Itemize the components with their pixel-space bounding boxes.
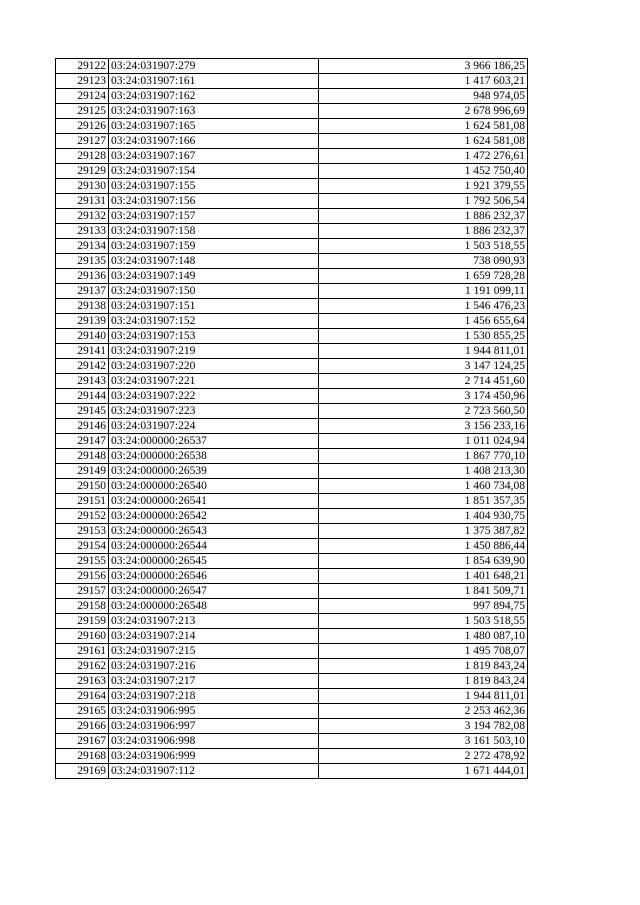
cadastral-value-cell: 1 944 811,01 <box>319 344 528 359</box>
cadastral-value-cell: 1 819 843,24 <box>319 674 528 689</box>
row-number-cell: 29157 <box>56 584 109 599</box>
row-number-cell: 29149 <box>56 464 109 479</box>
table-row <box>56 599 528 614</box>
row-number-cell: 29152 <box>56 509 109 524</box>
cadastral-number-cell: 03:24:031907:163 <box>109 104 319 119</box>
row-number-cell: 29165 <box>56 704 109 719</box>
row-number-cell: 29128 <box>56 149 109 164</box>
cadastral-number-cell: 03:24:031906:999 <box>109 749 319 764</box>
table-row <box>56 569 528 584</box>
row-number-cell: 29153 <box>56 524 109 539</box>
row-number-cell: 29127 <box>56 134 109 149</box>
table-row <box>56 269 528 284</box>
cadastral-number-cell: 03:24:031907:149 <box>109 269 319 284</box>
table-row <box>56 314 528 329</box>
cadastral-number-cell: 03:24:031906:998 <box>109 734 319 749</box>
row-number-cell: 29162 <box>56 659 109 674</box>
row-number-cell: 29163 <box>56 674 109 689</box>
row-number-cell: 29161 <box>56 644 109 659</box>
cadastral-value-cell: 1 503 518,55 <box>319 614 528 629</box>
cadastral-number-cell: 03:24:031907:161 <box>109 74 319 89</box>
row-number-cell: 29139 <box>56 314 109 329</box>
cadastral-value-cell: 1 546 476,23 <box>319 299 528 314</box>
cadastral-value-cell: 1 819 843,24 <box>319 659 528 674</box>
cadastral-number-cell: 03:24:000000:26544 <box>109 539 319 554</box>
row-number-cell: 29123 <box>56 74 109 89</box>
cadastral-number-cell: 03:24:000000:26547 <box>109 584 319 599</box>
cadastral-value-cell: 1 851 357,35 <box>319 494 528 509</box>
row-number-cell: 29131 <box>56 194 109 209</box>
cadastral-number-cell: 03:24:031907:221 <box>109 374 319 389</box>
cadastral-number-cell: 03:24:031907:224 <box>109 419 319 434</box>
cadastral-value-cell: 1 404 930,75 <box>319 509 528 524</box>
cadastral-value-cell: 2 714 451,60 <box>319 374 528 389</box>
table-body <box>56 59 528 779</box>
cadastral-value-cell: 1 450 886,44 <box>319 539 528 554</box>
table-row <box>56 374 528 389</box>
cadastral-value-cell: 2 723 560,50 <box>319 404 528 419</box>
cadastral-number-cell: 03:24:031907:166 <box>109 134 319 149</box>
cadastral-value-cell: 1 530 855,25 <box>319 329 528 344</box>
table-row <box>56 704 528 719</box>
cadastral-value-cell: 1 011 024,94 <box>319 434 528 449</box>
table-row <box>56 644 528 659</box>
row-number-cell: 29141 <box>56 344 109 359</box>
cadastral-number-cell: 03:24:031907:215 <box>109 644 319 659</box>
cadastral-number-cell: 03:24:031907:279 <box>109 59 319 74</box>
cadastral-number-cell: 03:24:031907:216 <box>109 659 319 674</box>
cadastral-value-cell: 1 671 444,01 <box>319 764 528 779</box>
cadastral-number-cell: 03:24:031907:153 <box>109 329 319 344</box>
row-number-cell: 29132 <box>56 209 109 224</box>
row-number-cell: 29126 <box>56 119 109 134</box>
cadastral-value-cell: 738 090,93 <box>319 254 528 269</box>
cadastral-value-cell: 1 495 708,07 <box>319 644 528 659</box>
cadastral-value-cell: 1 480 087,10 <box>319 629 528 644</box>
row-number-cell: 29159 <box>56 614 109 629</box>
cadastral-number-cell: 03:24:000000:26537 <box>109 434 319 449</box>
row-number-cell: 29142 <box>56 359 109 374</box>
cadastral-number-cell: 03:24:031907:222 <box>109 389 319 404</box>
cadastral-value-cell: 2 678 996,69 <box>319 104 528 119</box>
cadastral-value-cell: 1 417 603,21 <box>319 74 528 89</box>
table-row <box>56 479 528 494</box>
cadastral-value-cell: 3 161 503,10 <box>319 734 528 749</box>
table-row <box>56 134 528 149</box>
cadastral-value-cell: 3 174 450,96 <box>319 389 528 404</box>
cadastral-value-cell: 1 460 734,08 <box>319 479 528 494</box>
cadastral-value-cell: 1 456 655,64 <box>319 314 528 329</box>
cadastral-value-cell: 1 408 213,30 <box>319 464 528 479</box>
table-row <box>56 764 528 779</box>
cadastral-number-cell: 03:24:031907:214 <box>109 629 319 644</box>
table-row <box>56 719 528 734</box>
cadastral-value-cell: 1 191 099,11 <box>319 284 528 299</box>
table-row <box>56 344 528 359</box>
table-row <box>56 254 528 269</box>
table-row <box>56 734 528 749</box>
table-row <box>56 509 528 524</box>
table-row <box>56 299 528 314</box>
table-row <box>56 179 528 194</box>
cadastral-number-cell: 03:24:031907:152 <box>109 314 319 329</box>
row-number-cell: 29144 <box>56 389 109 404</box>
cadastral-number-cell: 03:24:031907:213 <box>109 614 319 629</box>
cadastral-number-cell: 03:24:000000:26543 <box>109 524 319 539</box>
table-row <box>56 74 528 89</box>
cadastral-value-cell: 997 894,75 <box>319 599 528 614</box>
cadastral-value-cell: 1 375 387,82 <box>319 524 528 539</box>
table-row <box>56 59 528 74</box>
cadastral-number-cell: 03:24:031907:223 <box>109 404 319 419</box>
table-row <box>56 119 528 134</box>
table-row <box>56 194 528 209</box>
row-number-cell: 29143 <box>56 374 109 389</box>
table-row <box>56 494 528 509</box>
row-number-cell: 29146 <box>56 419 109 434</box>
table-row <box>56 104 528 119</box>
table-row <box>56 689 528 704</box>
row-number-cell: 29148 <box>56 449 109 464</box>
table-row <box>56 149 528 164</box>
cadastral-value-cell: 1 624 581,08 <box>319 134 528 149</box>
cadastral-value-cell: 1 921 379,55 <box>319 179 528 194</box>
table-row <box>56 284 528 299</box>
table-row <box>56 164 528 179</box>
cadastral-number-cell: 03:24:000000:26541 <box>109 494 319 509</box>
cadastral-number-cell: 03:24:031907:154 <box>109 164 319 179</box>
cadastral-value-cell: 2 253 462,36 <box>319 704 528 719</box>
table-row <box>56 239 528 254</box>
cadastral-value-cell: 1 944 811,01 <box>319 689 528 704</box>
row-number-cell: 29137 <box>56 284 109 299</box>
cadastral-number-cell: 03:24:031907:156 <box>109 194 319 209</box>
cadastral-value-cell: 1 886 232,37 <box>319 209 528 224</box>
row-number-cell: 29130 <box>56 179 109 194</box>
table-row <box>56 224 528 239</box>
table-row <box>56 389 528 404</box>
cadastral-number-cell: 03:24:000000:26538 <box>109 449 319 464</box>
cadastral-value-cell: 1 792 506,54 <box>319 194 528 209</box>
row-number-cell: 29150 <box>56 479 109 494</box>
cadastral-number-cell: 03:24:031907:155 <box>109 179 319 194</box>
cadastral-value-cell: 3 194 782,08 <box>319 719 528 734</box>
row-number-cell: 29164 <box>56 689 109 704</box>
cadastral-value-cell: 1 659 728,28 <box>319 269 528 284</box>
cadastral-number-cell: 03:24:000000:26542 <box>109 509 319 524</box>
cadastral-value-cell: 1 503 518,55 <box>319 239 528 254</box>
table-row <box>56 434 528 449</box>
row-number-cell: 29147 <box>56 434 109 449</box>
cadastral-value-cell: 1 452 750,40 <box>319 164 528 179</box>
row-number-cell: 29154 <box>56 539 109 554</box>
row-number-cell: 29125 <box>56 104 109 119</box>
cadastral-value-cell: 1 886 232,37 <box>319 224 528 239</box>
table-row <box>56 749 528 764</box>
cadastral-value-cell: 1 401 648,21 <box>319 569 528 584</box>
table-row <box>56 659 528 674</box>
row-number-cell: 29166 <box>56 719 109 734</box>
row-number-cell: 29135 <box>56 254 109 269</box>
cadastral-value-cell: 3 156 233,16 <box>319 419 528 434</box>
table-row <box>56 629 528 644</box>
cadastral-number-cell: 03:24:031907:158 <box>109 224 319 239</box>
row-number-cell: 29138 <box>56 299 109 314</box>
cadastral-number-cell: 03:24:031907:148 <box>109 254 319 269</box>
table-row <box>56 329 528 344</box>
table-row <box>56 209 528 224</box>
cadastral-number-cell: 03:24:031907:217 <box>109 674 319 689</box>
cadastral-number-cell: 03:24:031907:165 <box>109 119 319 134</box>
cadastral-value-cell: 3 147 124,25 <box>319 359 528 374</box>
table-row <box>56 584 528 599</box>
row-number-cell: 29140 <box>56 329 109 344</box>
row-number-cell: 29156 <box>56 569 109 584</box>
cadastral-number-cell: 03:24:000000:26539 <box>109 464 319 479</box>
table-row <box>56 464 528 479</box>
row-number-cell: 29145 <box>56 404 109 419</box>
table-row <box>56 554 528 569</box>
cadastral-number-cell: 03:24:031907:162 <box>109 89 319 104</box>
table-row <box>56 419 528 434</box>
row-number-cell: 29158 <box>56 599 109 614</box>
cadastral-number-cell: 03:24:031907:112 <box>109 764 319 779</box>
table-row <box>56 359 528 374</box>
row-number-cell: 29169 <box>56 764 109 779</box>
row-number-cell: 29155 <box>56 554 109 569</box>
cadastral-value-cell: 1 624 581,08 <box>319 119 528 134</box>
cadastral-number-cell: 03:24:031906:995 <box>109 704 319 719</box>
cadastral-number-cell: 03:24:031907:150 <box>109 284 319 299</box>
row-number-cell: 29136 <box>56 269 109 284</box>
table-row <box>56 89 528 104</box>
cadastral-value-cell: 2 272 478,92 <box>319 749 528 764</box>
table-row <box>56 674 528 689</box>
cadastral-number-cell: 03:24:031907:218 <box>109 689 319 704</box>
row-number-cell: 29129 <box>56 164 109 179</box>
row-number-cell: 29122 <box>56 59 109 74</box>
table-row <box>56 449 528 464</box>
table-row <box>56 614 528 629</box>
row-number-cell: 29134 <box>56 239 109 254</box>
cadastral-number-cell: 03:24:000000:26546 <box>109 569 319 584</box>
cadastral-number-cell: 03:24:000000:26545 <box>109 554 319 569</box>
cadastral-number-cell: 03:24:031907:157 <box>109 209 319 224</box>
cadastral-value-cell: 948 974,05 <box>319 89 528 104</box>
cadastral-value-cell: 3 966 186,25 <box>319 59 528 74</box>
cadastral-value-table <box>55 58 528 779</box>
cadastral-number-cell: 03:24:031907:219 <box>109 344 319 359</box>
cadastral-number-cell: 03:24:000000:26540 <box>109 479 319 494</box>
cadastral-value-cell: 1 854 639,90 <box>319 554 528 569</box>
cadastral-value-cell: 1 472 276,61 <box>319 149 528 164</box>
cadastral-number-cell: 03:24:031907:151 <box>109 299 319 314</box>
cadastral-number-cell: 03:24:031907:167 <box>109 149 319 164</box>
cadastral-value-cell: 1 867 770,10 <box>319 449 528 464</box>
cadastral-number-cell: 03:24:031907:220 <box>109 359 319 374</box>
row-number-cell: 29160 <box>56 629 109 644</box>
table-row <box>56 404 528 419</box>
row-number-cell: 29168 <box>56 749 109 764</box>
row-number-cell: 29124 <box>56 89 109 104</box>
cadastral-number-cell: 03:24:031907:159 <box>109 239 319 254</box>
table-row <box>56 524 528 539</box>
row-number-cell: 29167 <box>56 734 109 749</box>
cadastral-value-cell: 1 841 509,71 <box>319 584 528 599</box>
table-row <box>56 539 528 554</box>
row-number-cell: 29133 <box>56 224 109 239</box>
cadastral-number-cell: 03:24:031906:997 <box>109 719 319 734</box>
row-number-cell: 29151 <box>56 494 109 509</box>
cadastral-number-cell: 03:24:000000:26548 <box>109 599 319 614</box>
